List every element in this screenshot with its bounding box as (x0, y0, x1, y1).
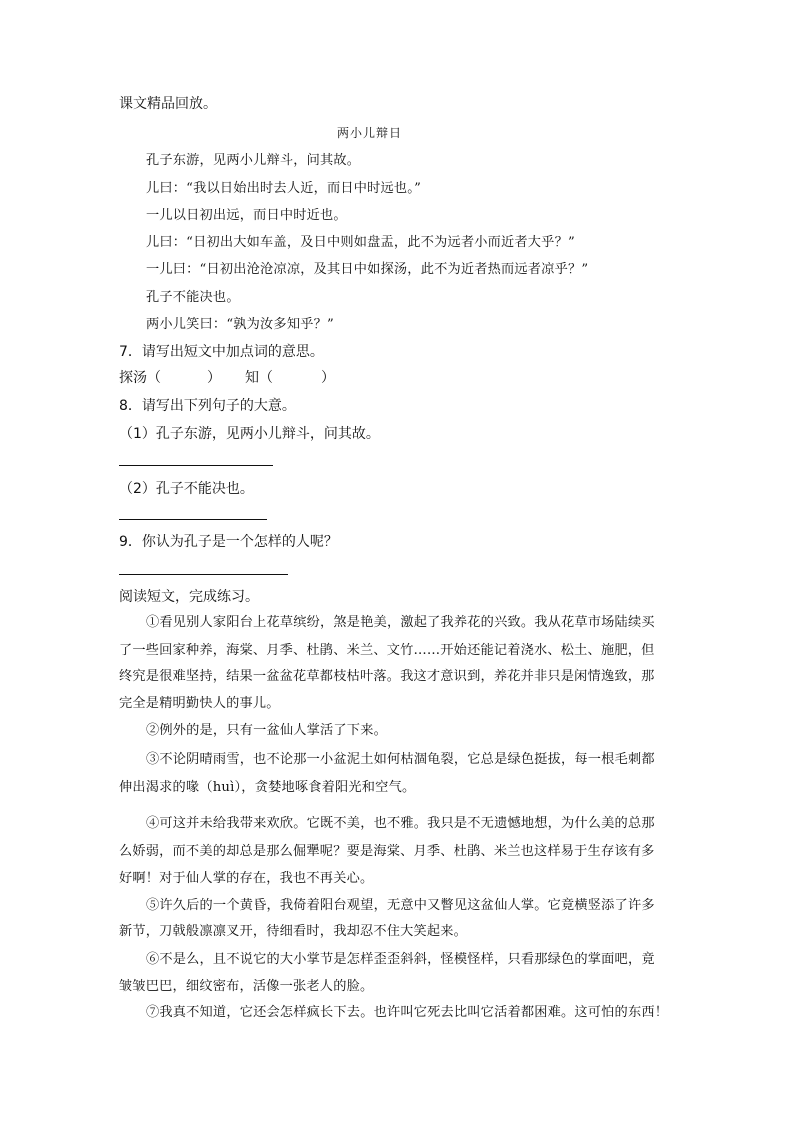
q8-answer-line-1[interactable] (119, 465, 273, 466)
reading-line: ①看见别人家阳台上花草缤纷，煞是艳美，激起了我养花的兴致。我从花草市场陆续买 (146, 615, 655, 630)
q7-item2-close: ） (321, 370, 335, 386)
classical-line: 两小儿笑曰：“孰为汝多知乎？” (146, 317, 334, 332)
question-8: 8．请写出下列句子的大意。 (119, 398, 296, 414)
q7-item2-label: 知（ (245, 370, 273, 386)
q8-answer-line-2[interactable] (119, 519, 267, 520)
intro-text: 课文精品回放。 (119, 96, 217, 112)
q7-item-tangtang (119, 369, 221, 387)
classical-line: 儿曰：“日初出大如车盖，及日中则如盘盂，此不为远者小而近者大乎？” (146, 235, 575, 250)
classical-line: 孔子不能决也。 (146, 290, 240, 305)
q8-subquestion-2: （2）孔子不能决也。 (119, 481, 254, 497)
q7-item-zhi (245, 369, 335, 387)
reading-line: 么娇弱，而不美的却总是那么倔犟呢？要是海棠、月季、杜鹃、米兰也这样易于生存该有多 (119, 844, 655, 859)
reading-line: 好啊！对于仙人掌的存在，我也不再关心。 (119, 871, 374, 886)
reading-intro: 阅读短文，完成练习。 (119, 589, 259, 605)
question-7: 7．请写出短文中加点词的意思。 (119, 344, 324, 360)
reading-line: ②例外的是，只有一盆仙人掌活了下来。 (146, 723, 387, 738)
reading-line: ⑤许久后的一个黄昏，我倚着阳台观望，无意中又瞥见这盆仙人掌。它竟横竖添了许多 (146, 898, 655, 913)
question-9: 9．你认为孔子是一个怎样的人呢？ (119, 534, 338, 550)
reading-line: 了一些回家种养，海棠、月季、杜鹃、米兰、文竹……开始还能记着浇水、松土、施肥，但 (119, 643, 655, 658)
classical-line: 儿曰：“我以日始出时去人近，而日中时远也。” (146, 181, 422, 196)
q7-item1-close: ） (207, 370, 221, 386)
reading-line: 伸出渴求的喙（huì），贪婪地啄食着阳光和空气。 (119, 780, 416, 795)
reading-line: ③不论阴晴雨雪，也不论那一小盆泥土如何枯涸龟裂，它总是绿色挺拔，每一根毛刺都 (146, 752, 655, 767)
q7-item1-label: 探汤（ (119, 370, 161, 386)
q9-answer-line[interactable] (119, 574, 288, 575)
classical-line: 孔子东游，见两小儿辩斗，问其故。 (146, 153, 361, 168)
classical-line: 一儿以日初出远，而日中时近也。 (146, 208, 347, 223)
classical-line: 一儿曰：“日初出沧沧凉凉，及其日中如探汤，此不为近者热而远者凉乎？” (146, 262, 589, 277)
reading-line: 终究是很难坚持，结果一盆盆花草都枝枯叶落。我这才意识到，养花并非只是闲情逸致，那 (119, 669, 655, 684)
reading-line: 皱皱巴巴，细纹密布，活像一张老人的脸。 (119, 979, 374, 994)
reading-line: ⑥不是么，且不说它的大小掌节是怎样歪歪斜斜，怪模怪样，只看那绿色的掌面吧，竟 (146, 952, 655, 967)
reading-line: ⑦我真不知道，它还会怎样疯长下去。也许叫它死去比叫它活着都困难。这可怕的东西！ (146, 1005, 669, 1020)
reading-line: ④可这并未给我带来欢欣。它既不美，也不雅。我只是不无遗憾地想，为什么美的总那 (146, 816, 655, 831)
reading-line: 新节，刀戟般凛凛叉开，待细看时，我却忍不住大笑起来。 (119, 924, 468, 939)
poem-title: 两小儿辩日 (337, 126, 403, 140)
reading-line: 完全是精明勤快人的事儿。 (119, 696, 280, 711)
q8-subquestion-1: （1）孔子东游，见两小儿辩斗，问其故。 (119, 426, 380, 442)
